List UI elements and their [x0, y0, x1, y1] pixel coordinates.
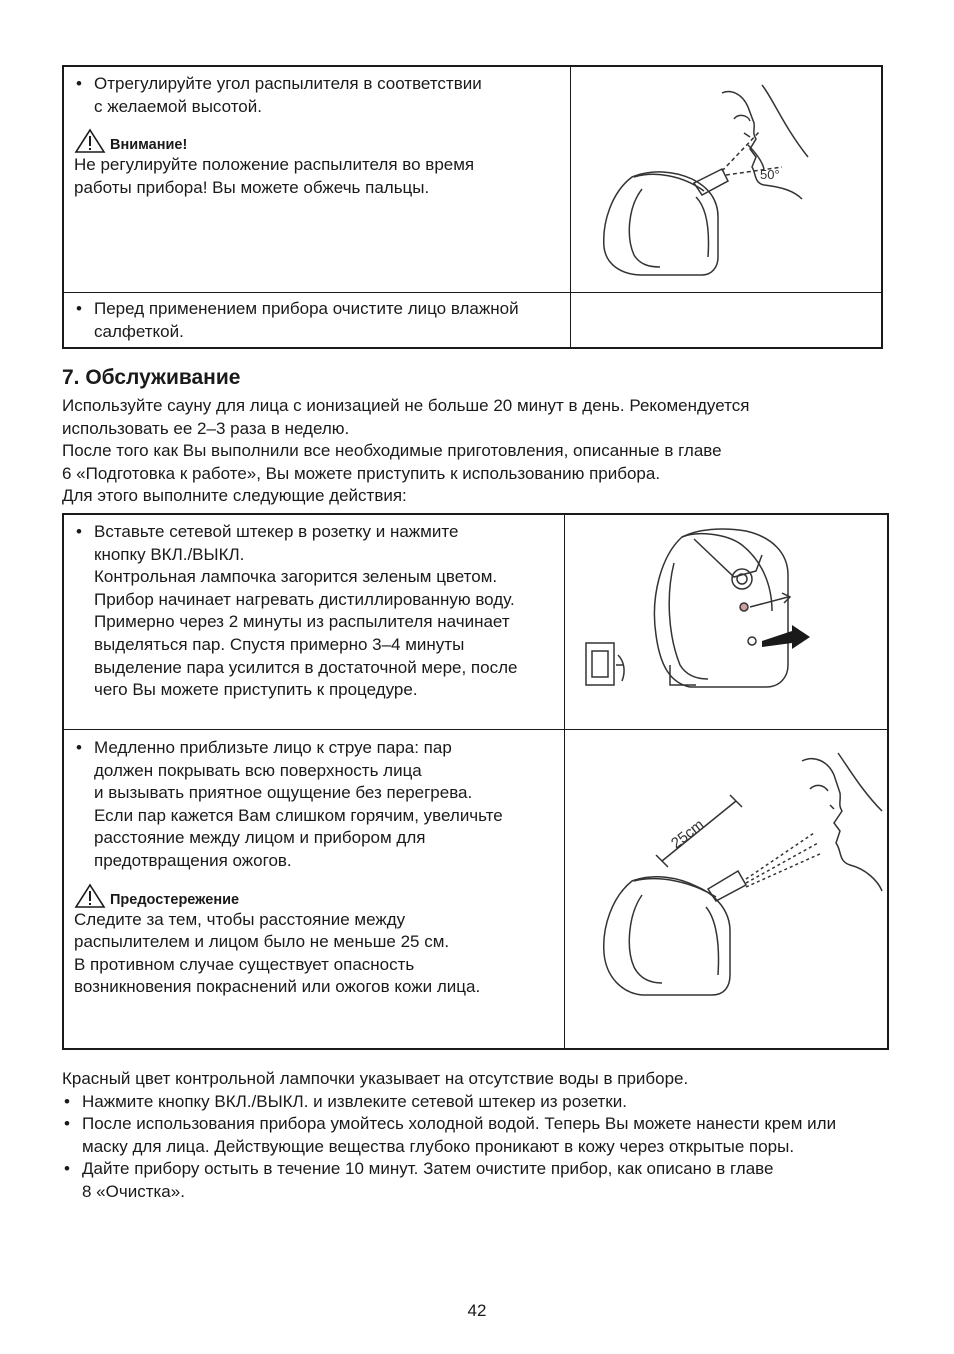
text-line: 8 «Очистка».	[82, 1181, 185, 1201]
text-line: • После использования прибора умойтесь холодной водой. Теперь Вы можете нанести крем или	[82, 1114, 837, 1134]
list-item	[74, 737, 560, 873]
warning-title: Предостережение	[110, 891, 240, 908]
text-line: Прибор начинает нагревать дистиллированную воду.	[94, 589, 515, 609]
table-cell-text	[74, 298, 564, 343]
text-line: 6 «Подготовка к работе», Вы можете приступить к использованию прибора.	[62, 463, 661, 483]
text-line: Красный цвет контрольной лампочки указывает на отсутствие воды в приборе.	[62, 1069, 689, 1088]
page-number: 42	[467, 1301, 487, 1320]
section-title: 7. Обслуживание	[62, 366, 241, 389]
text-line: Примерно через 2 минуты из распылителя начинает	[94, 612, 510, 632]
list-item	[62, 1158, 836, 1203]
text-line: и вызывать приятное ощущение без перегрева.	[94, 783, 473, 803]
text-line: работы прибора! Вы можете обжечь пальцы.	[74, 177, 430, 197]
table-divider	[564, 515, 565, 1048]
angle-label: 50°	[760, 167, 780, 182]
text-line: чего Вы можете приступить к процедуре.	[94, 680, 418, 700]
warning-icon	[74, 883, 106, 909]
instruction-table-2	[62, 513, 889, 1050]
text-line: Не регулируйте положение распылителя во время	[74, 155, 475, 175]
illustration-adjust-angle	[572, 67, 883, 292]
text-line: маску для лица. Действующие вещества глубоко проникают в кожу через открытые поры.	[82, 1136, 795, 1156]
text-line: • Перед применением прибора очистите лицо влажной	[94, 299, 519, 318]
warning-header	[74, 883, 560, 909]
list-item	[74, 298, 564, 343]
text-line: с желаемой высотой.	[94, 96, 262, 116]
table-cell-text	[74, 737, 560, 999]
text-line: выделяться пар. Спустя примерно 3–4 минуты	[94, 634, 465, 654]
illustration-plug-in	[566, 515, 887, 729]
table-divider	[570, 67, 571, 347]
table-divider	[64, 729, 887, 730]
text-line: выделение пара усилится в достаточной мере, после	[94, 657, 518, 677]
table-cell-text	[74, 73, 564, 199]
text-line: должен покрывать всю поверхность лица	[94, 760, 422, 780]
table-divider	[64, 292, 881, 293]
steamer-angle-illustration	[572, 67, 883, 292]
closing-notes	[62, 1068, 836, 1204]
text-line: салфеткой.	[94, 321, 184, 341]
text-line: • Медленно приблизьте лицо к струе пара: пар	[94, 738, 452, 757]
text-line: В противном случае существует опасность	[74, 954, 415, 974]
text-line: Используйте сауну для лица с ионизацией не больше 20 минут в день. Рекомендуется	[62, 396, 750, 415]
text-line: После того как Вы выполнили все необходимые приготовления, описанные в главе	[62, 441, 722, 461]
text-line: использовать ее 2–3 раза в неделю.	[62, 418, 350, 438]
distance-label: 25cm	[667, 816, 708, 853]
text-line: предотвращения ожогов.	[94, 850, 292, 870]
list-item	[62, 1091, 836, 1114]
text-line: Если пар кажется Вам слишком горячим, увеличьте	[94, 805, 503, 825]
list-item	[74, 73, 564, 118]
text-line: Контрольная лампочка загорится зеленым цветом.	[94, 567, 498, 587]
text-line: возникновения покраснений или ожогов кожи лица.	[74, 977, 481, 997]
list-item	[62, 1113, 836, 1158]
instruction-table-1	[62, 65, 883, 349]
warning-header	[74, 128, 564, 154]
text-line: расстояние между лицом и прибором для	[94, 828, 426, 848]
section-intro	[62, 395, 749, 508]
text-line: распылителем и лицом было не меньше 25 см.	[74, 932, 450, 952]
list-item	[74, 521, 560, 702]
table-cell-text	[74, 521, 560, 702]
warning-title: Внимание!	[110, 137, 188, 154]
text-line: Для этого выполните следующие действия:	[62, 486, 407, 506]
steamer-distance-illustration	[566, 731, 887, 1048]
text-line: кнопку ВКЛ./ВЫКЛ.	[94, 544, 245, 564]
text-line: Следите за тем, чтобы расстояние между	[74, 909, 406, 929]
illustration-distance	[566, 731, 887, 1048]
text-line: • Отрегулируйте угол распылителя в соответствии	[94, 74, 482, 93]
text-line: • Дайте прибору остыть в течение 10 минут. Затем очистите прибор, как описано в главе	[82, 1159, 774, 1179]
warning-icon	[74, 128, 106, 154]
steamer-plug-illustration	[566, 515, 887, 729]
warning-text	[74, 909, 560, 999]
text-line: • Нажмите кнопку ВКЛ./ВЫКЛ. и извлеките сетевой штекер из розетки.	[82, 1091, 627, 1111]
text-line: • Вставьте сетевой штекер в розетку и нажмите	[94, 522, 459, 541]
warning-text	[74, 154, 564, 199]
